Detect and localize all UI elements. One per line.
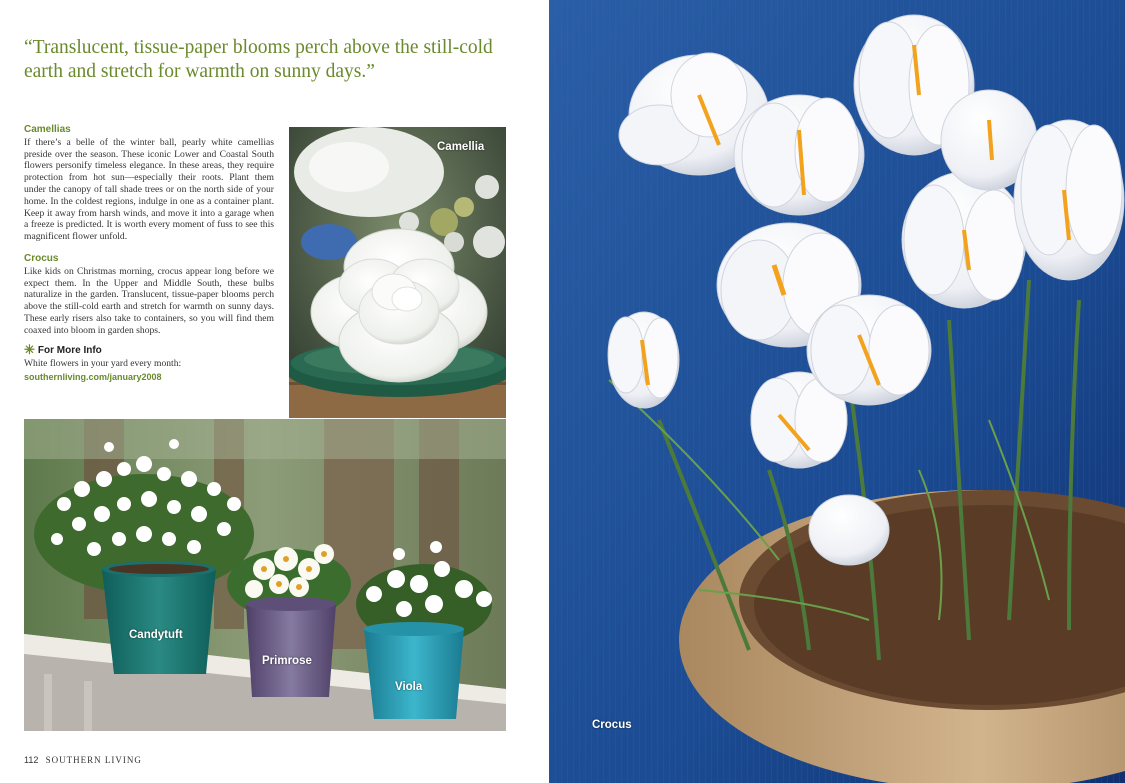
more-info-link[interactable]: southernliving.com/january2008 [24, 372, 162, 383]
crocus-illustration [549, 0, 1125, 783]
for-more-info-heading [24, 342, 274, 358]
sunburst-icon: ✳ [24, 342, 35, 358]
caption-candytuft: Candytuft [129, 629, 183, 641]
page-number: 112 [24, 755, 39, 765]
section-body-camellias: If there’s a belle of the winter ball, pearly white camellias preside over the season. These iconic Lower and Coastal South flowers personify timeless elegance. In these areas, they require protection from hot sun—especially their roots. Plant them under the canopy of tall shade trees or on the north side of your home. In the coldest regions, indulge in one as a container plant. Keep it away from harsh winds, and move it into a garage when a freeze is predicted. It is worth every moment of fuss to see this magnificent flower unfold. [24, 136, 274, 243]
pots-photo [24, 419, 506, 731]
camellia-illustration [289, 127, 506, 418]
caption-camellia: Camellia [437, 141, 485, 153]
caption-viola: Viola [395, 681, 423, 693]
section-heading-crocus: Crocus [24, 252, 59, 264]
caption-primrose: Primrose [262, 655, 312, 667]
magazine-name: SOUTHERN LIVING [45, 755, 142, 765]
left-page [0, 0, 549, 783]
camellia-photo [289, 127, 506, 418]
crocus-photo [549, 0, 1125, 783]
pots-illustration [24, 419, 506, 731]
page-folio [24, 755, 142, 765]
caption-crocus: Crocus [592, 719, 632, 731]
section-heading-camellias: Camellias [24, 124, 71, 135]
section-body-crocus: Like kids on Christmas morning, crocus appear long before we expect them. In the Upper and Middle South, these bulbs naturalize in the garden. Translucent, tissue-paper blooms perch above the still-cold earth and stretch for warmth on sunny days. These early risers also take to containers, so you will find them coaxed into bloom in garden shops. [24, 265, 274, 336]
pull-quote: “Translucent, tissue-paper blooms perch above the still-cold earth and stretch for warmth on sunny days.” [24, 37, 493, 82]
for-more-info-text: White flowers in your yard every month: [24, 358, 182, 370]
for-more-info-title: For More Info [37, 344, 102, 356]
article-text [24, 124, 274, 384]
